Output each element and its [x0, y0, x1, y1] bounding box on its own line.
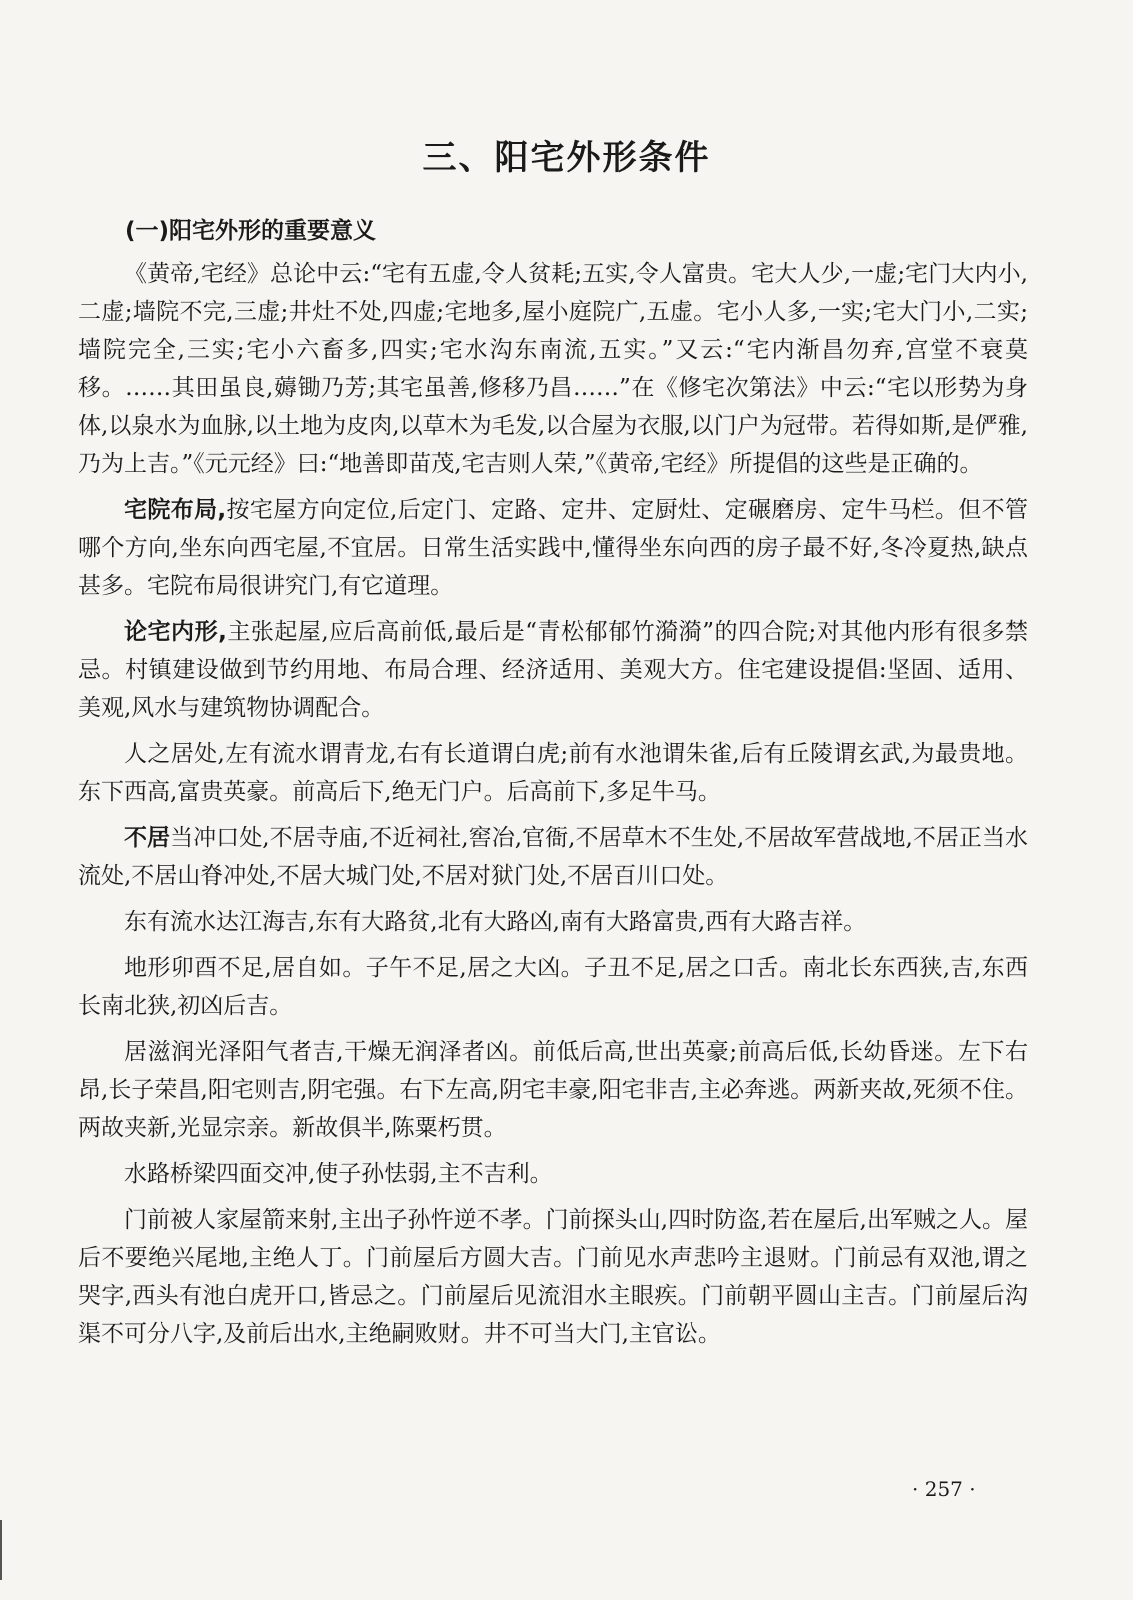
page-number: · 257 · — [912, 1477, 976, 1501]
paragraph-text: 人之居处,左有流水谓青龙,右有长道谓白虎;前有水池谓朱雀,后有丘陵谓玄武,为最贵地。东下西高,富贵英豪。前高后下,绝无门户。后高前下,多足牛马。 — [78, 741, 1028, 805]
section-heading: (一)阳宅外形的重要意义 — [125, 218, 377, 244]
paragraph-lead: 论宅内形, — [124, 619, 227, 645]
paragraph — [78, 491, 1028, 605]
paragraph-text: 按宅屋方向定位,后定门、定路、定井、定厨灶、定碾磨房、定牛马栏。但不管哪个方向,坐东向西宅屋,不宜居。日常生活实践中,懂得坐东向西的房子最不好,冬冷夏热,缺点甚多。宅院布局很讲究门,有它道理。 — [78, 497, 1028, 599]
body-text — [78, 255, 1028, 1361]
paragraph — [78, 1033, 1028, 1147]
paragraph — [78, 1201, 1028, 1353]
paragraph-text: 水路桥梁四面交冲,使子孙怯弱,主不吉利。 — [124, 1161, 553, 1187]
paragraph-text: 门前被人家屋箭来射,主出子孙忤逆不孝。门前探头山,四时防盗,若在屋后,出军贼之人。屋后不要绝兴尾地,主绝人丁。门前屋后方圆大吉。门前见水声悲吟主退财。门前忌有双池,谓之哭字,西头有池白虎开口,皆忌之。门前屋后见流泪水主眼疾。门前朝平圆山主吉。门前屋后沟渠不可分八字,及前后出水,主绝嗣败财。井不可当大门,主官讼。 — [78, 1207, 1028, 1347]
paragraph — [78, 819, 1028, 895]
paragraph — [78, 903, 1028, 941]
paragraph-text: 主张起屋,应后高前低,最后是“青松郁郁竹漪漪”的四合院;对其他内形有很多禁忌。村镇建设做到节约用地、布局合理、经济适用、美观大方。住宅建设提倡:坚固、适用、美观,风水与建筑物协调配合。 — [78, 619, 1028, 721]
paragraph-text: 《黄帝,宅经》总论中云:“宅有五虚,令人贫耗;五实,令人富贵。宅大人少,一虚;宅门大内小,二虚;墙院不完,三虚;井灶不处,四虚;宅地多,屋小庭院广,五虚。宅小人多,一实;宅大门小,二实;墙院完全,三实;宅小六畜多,四实;宅水沟东南流,五实。”又云:“宅内渐昌勿弃,宫堂不衰莫移。……其田虽良,薅锄乃芳;其宅虽善,修移乃昌……”在《修宅次第法》中云:“宅以形势为身体,以泉水为血脉,以土地为皮肉,以草木为毛发,以合屋为衣服,以门户为冠带。若得如斯,是俨雅,乃为上吉。”《元元经》曰:“地善即苗茂,宅吉则人荣,”《黄帝,宅经》所提倡的这些是正确的。 — [78, 261, 1028, 477]
paragraph-lead: 宅院布局, — [124, 497, 227, 523]
paragraph — [78, 949, 1028, 1025]
paragraph-text: 东有流水达江海吉,东有大路贫,北有大路凶,南有大路富贵,西有大路吉祥。 — [124, 909, 867, 935]
paragraph — [78, 613, 1028, 727]
paragraph — [78, 735, 1028, 811]
paragraph-lead: 不居 — [124, 825, 171, 851]
paragraph-text: 当冲口处,不居寺庙,不近祠社,窖冶,官衙,不居草木不生处,不居故军营战地,不居正当水流处,不居山脊冲处,不居大城门处,不居对狱门处,不居百川口处。 — [78, 825, 1028, 889]
scan-edge-mark — [0, 1520, 8, 1580]
chapter-title: 三、阳宅外形条件 — [422, 138, 711, 178]
paragraph — [78, 1155, 1028, 1193]
paragraph — [78, 255, 1028, 483]
paragraph-text: 居滋润光泽阳气者吉,干燥无润泽者凶。前低后高,世出英豪;前高后低,长幼昏迷。左下右昂,长子荣昌,阳宅则吉,阴宅强。右下左高,阴宅丰豪,阳宅非吉,主必奔逃。两新夹故,死须不住。两故夹新,光显宗亲。新故俱半,陈粟朽贯。 — [78, 1039, 1028, 1141]
paragraph-text: 地形卯酉不足,居自如。子午不足,居之大凶。子丑不足,居之口舌。南北长东西狭,吉,东西长南北狭,初凶后吉。 — [78, 955, 1028, 1019]
